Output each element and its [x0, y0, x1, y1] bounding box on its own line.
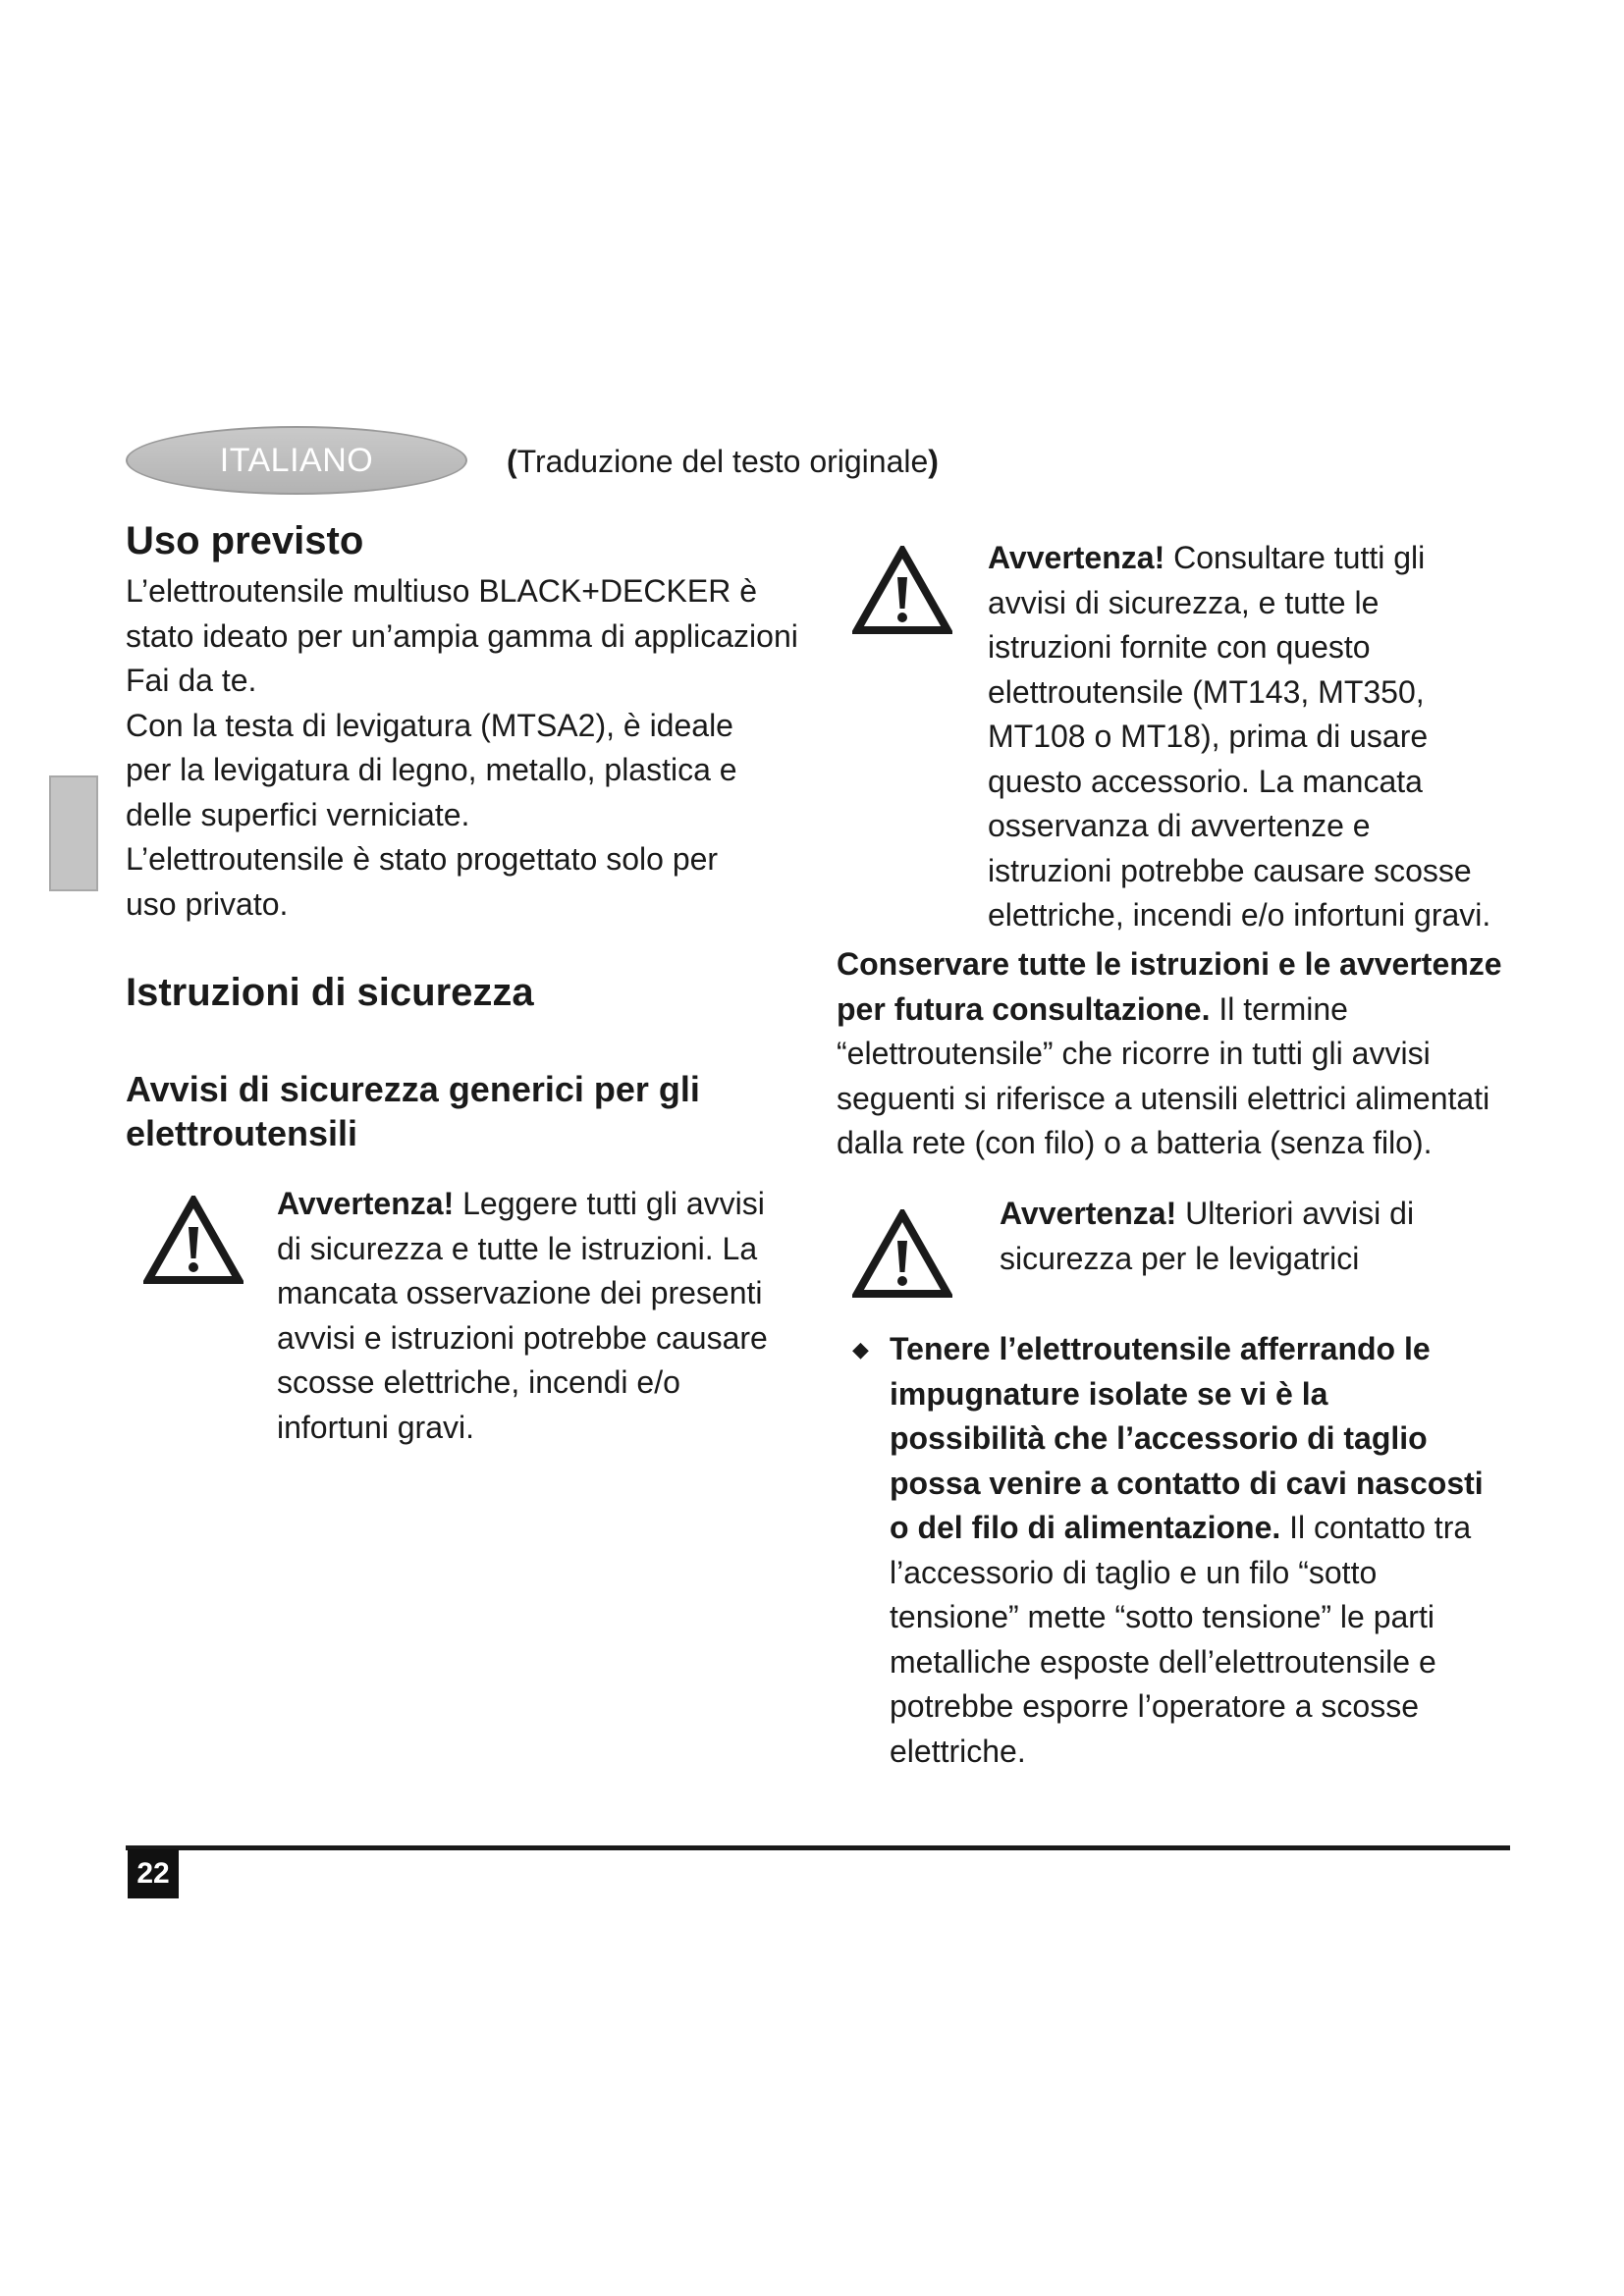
intended-use-body	[126, 569, 813, 927]
section-tab-marker	[49, 775, 98, 891]
intended-use-paragraph: L’elettroutensile è stato progettato solo per uso privato.	[126, 841, 719, 922]
bullet-item: Tenere l’elettroutensile afferrando le impugnature isolate se vi è la possibilità che l’accessorio di taglio possa venire a contatto di cavi nascosti o del filo di alimentazione. Il contatto tra l’accessorio di taglio e un filo “sotto tensione” mette “sotto tensione” le parti metalliche esposte dell’elettroutensile e potrebbe esporre l’operatore a scosse elettriche.	[890, 1331, 1484, 1769]
warning-label: Avvertenza!	[1000, 1196, 1177, 1231]
warning-accessory: Avvertenza! Consultare tutti gli avvisi di sicurezza, e tutte le istruzioni fornite con questo elettroutensile (MT143, MT350, MT108 o MT18), prima di usare questo accessorio. La mancata osservanza di avvertenze e istruzioni potrebbe causare scosse elettriche, incendi e/o infortuni gravi.	[988, 540, 1491, 933]
keep-instructions-paragraph: Conservare tutte le istruzioni e le avvertenze per futura consultazione. Il termine “elettroutensile” che ricorre in tutti gli avvisi seguenti si riferisce a utensili elettrici alimentati dalla rete (con filo) o a batteria (senza filo).	[837, 946, 1502, 1160]
safety-instructions-title: Istruzioni di sicurezza	[126, 971, 534, 1014]
warning-sanders: Avvertenza! Ulteriori avvisi di sicurezza per le levigatrici	[1000, 1196, 1415, 1276]
language-badge	[126, 426, 467, 495]
footer-rule	[126, 1845, 1510, 1850]
warning-triangle-icon	[852, 546, 952, 636]
bullet-diamond-icon: ◆	[852, 1337, 869, 1362]
page-number: 22	[128, 1849, 179, 1898]
language-label: ITALIANO	[219, 441, 374, 479]
warning-triangle-icon	[143, 1196, 244, 1286]
translation-note: (Traduzione del testo originale)	[507, 444, 939, 479]
intended-use-title: Uso previsto	[126, 519, 364, 562]
intended-use-paragraph: Con la testa di levigatura (MTSA2), è ideale per la levigatura di legno, metallo, plastica e delle superfici verniciate.	[126, 707, 737, 832]
warning-general: Avvertenza! Leggere tutti gli avvisi di sicurezza e tutte le istruzioni. La mancata osservazione dei presenti avvisi e istruzioni potrebbe causare scosse elettriche, incendi e/o infortuni gravi.	[277, 1186, 768, 1445]
warning-label: Avvertenza!	[988, 540, 1165, 575]
intended-use-paragraph: L’elettroutensile multiuso BLACK+DECKER è stato ideato per un’ampia gamma di applicazioni Fai da te.	[126, 573, 798, 698]
general-warnings-title: Avvisi di sicurezza generici per gli elettroutensili	[126, 1069, 700, 1153]
warning-triangle-icon	[852, 1209, 952, 1300]
warning-label: Avvertenza!	[277, 1186, 455, 1221]
